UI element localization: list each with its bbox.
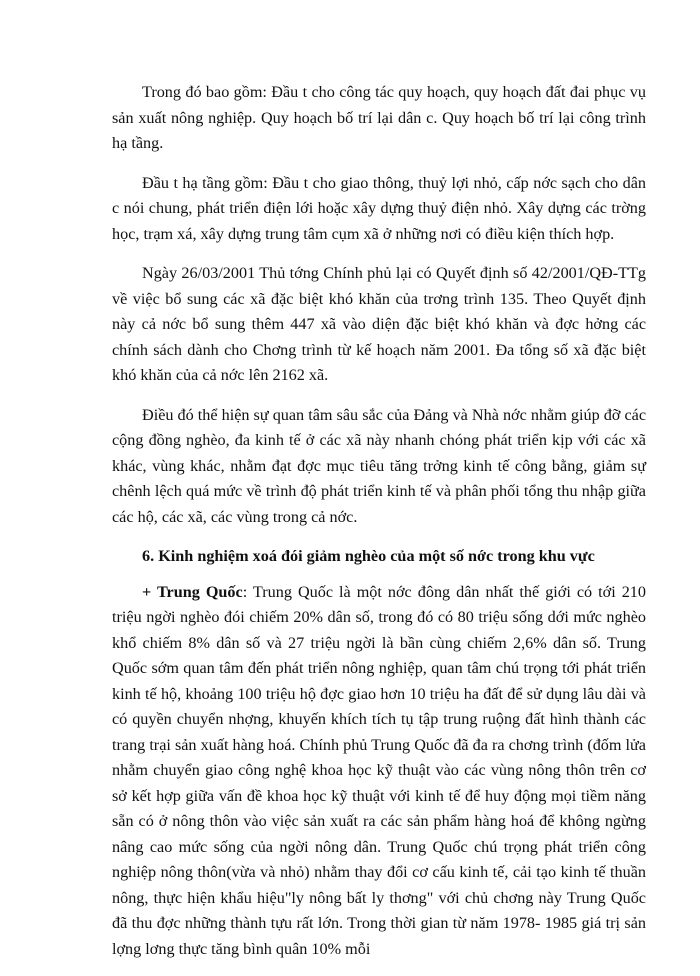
paragraph-decision: Ngày 26/03/2001 Thủ tớng Chính phủ lại có Quyết định số 42/2001/QĐ-TTg về việc bổ sung các xã đặc biệt khó khăn của trơng trình 135. Theo Quyết định này cả nớc bổ sung thêm 447 xã vào diện đặc biệt khó khăn và đợc hởng các chính sách dành cho Chơng trình từ kế hoạch năm 2001. Đa tổng số xã đặc biệt khó khăn của cả nớc lên 2162 xã. <box>112 264 646 384</box>
paragraph-china <box>112 580 646 963</box>
country-text: : Trung Quốc là một nớc đông dân nhất thế giới có tới 210 triệu ngời nghèo đói chiếm 20% dân số, trong đó có 80 triệu sống dới mức nghèo khổ chiếm 8% dân số và 27 triệu ngời là bần cùng chiếm 2,6% dân số. Trung Quốc sớm quan tâm đến phát triển nông nghiệp, quan tâm chú trọng tới phát triển kinh tế hộ, khoảng 100 triệu hộ đợc giao hơn 10 triệu ha đất để sử dụng lâu dài và có quyền chuyển nhợng, khuyến khích tích tụ tập trung ruộng đất hình thành các trang trại sản xuất hàng hoá. Chính phủ Trung Quốc đã đa ra chơng trình (đốm lửa nhằm chuyển giao công nghệ khoa học kỹ thuật vào các vùng nông thôn trên cơ sở kết hợp giữa vấn đề khoa học kỹ thuật với kinh tế để huy động mọi tiềm năng sẵn có ở nông thôn vào việc sản xuất ra các sản phẩm hàng hoá để không ngừng nâng cao mức sống của ngời nông dân. Trung Quốc chú trọng phát triển công nghiệp nông thôn(vừa và nhỏ) nhằm thay đổi cơ cấu kinh tế, cải tạo kinh tế thuần nông, thực hiện khẩu hiệu"ly nông bất ly thơng" với chủ chơng này Trung Quốc đã thu đợc những thành tựu rất lớn. Trong thời gian từ năm 1978- 1985 giá trị sản lợng lơng thực tăng bình quân 10% mỗi <box>112 582 646 958</box>
paragraph-infrastructure: Đầu t hạ tầng gồm: Đầu t cho giao thông, thuỷ lợi nhỏ, cấp nớc sạch cho dân c nói chung, phát triển điện lới hoặc xây dựng thuỷ điện nhỏ. Xây dựng các trờng học, trạm xá, xây dựng trung tâm cụm xã ở những nơi có điều kiện thích hợp. <box>112 173 646 243</box>
paragraph-concern: Điều đó thể hiện sự quan tâm sâu sắc của Đảng và Nhà nớc nhằm giúp đỡ các cộng đồng nghèo, đa kinh tế ở các xã này nhanh chóng phát triển kịp với các xã khác, vùng khác, nhằm đạt đợc mục tiêu tăng trởng kinh tế công bằng, giảm sự chênh lệch quá mức về trình độ phát triển kinh tế và phân phối tổng thu nhập giữa các hộ, các xã, các vùng trong cả nớc. <box>112 405 646 526</box>
paragraph-planning: Trong đó bao gồm: Đầu t cho công tác quy hoạch, quy hoạch đất đai phục vụ sản xuất nông nghiệp. Quy hoạch bố trí lại dân c. Quy hoạch bố trí lại công trình hạ tầng. <box>112 83 646 152</box>
section-heading: 6. Kinh nghiệm xoá đói giảm nghèo của một số nớc trong khu vực <box>142 547 595 565</box>
document-page <box>112 80 646 976</box>
country-label: + Trung Quốc <box>142 582 243 601</box>
